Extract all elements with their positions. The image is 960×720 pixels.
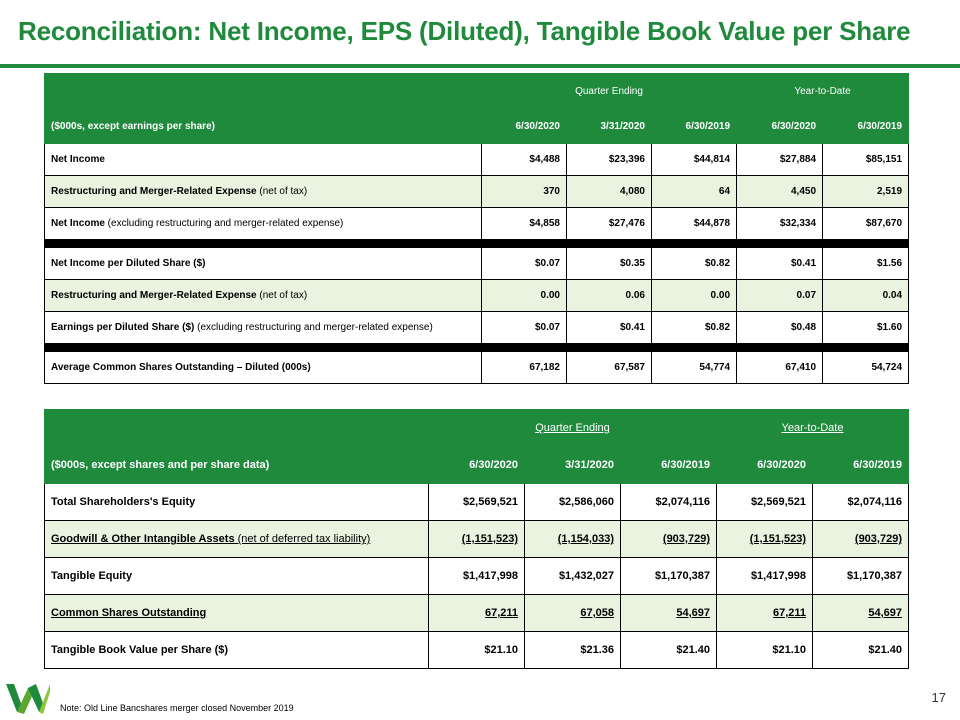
cell-value: 67,058 <box>525 595 621 632</box>
cell-value: $44,814 <box>652 144 737 176</box>
cell-value: 0.04 <box>823 280 909 312</box>
cell-value: 2,519 <box>823 176 909 208</box>
cell-value: 0.06 <box>567 280 652 312</box>
column-header: 6/30/2019 <box>652 109 737 144</box>
page-title: Reconciliation: Net Income, EPS (Diluted), Tangible Book Value per Share <box>18 16 911 46</box>
table-row <box>45 312 909 344</box>
cell-value: (1,151,523) <box>429 521 525 558</box>
cell-value: $21.40 <box>813 632 909 669</box>
column-header: 6/30/2020 <box>429 447 525 484</box>
row-label: Restructuring and Merger-Related Expense (net of tax) <box>45 280 482 312</box>
table-group-header-row <box>45 74 909 109</box>
table-row <box>45 595 909 632</box>
cell-value: 0.07 <box>737 280 823 312</box>
cell-value: 4,080 <box>567 176 652 208</box>
cell-value: $32,334 <box>737 208 823 240</box>
cell-value: $21.10 <box>429 632 525 669</box>
cell-value: 54,724 <box>823 352 909 384</box>
quarter-ending-header: Quarter Ending <box>482 74 737 109</box>
cell-value: 67,182 <box>482 352 567 384</box>
cell-value: $1,432,027 <box>525 558 621 595</box>
row-label: Tangible Equity <box>45 558 429 595</box>
table-row <box>45 521 909 558</box>
cell-value: $1.60 <box>823 312 909 344</box>
cell-value: $27,884 <box>737 144 823 176</box>
column-header: 6/30/2019 <box>813 447 909 484</box>
title-underline <box>0 64 960 68</box>
cell-value: $4,488 <box>482 144 567 176</box>
units-label: ($000s, except earnings per share) <box>45 109 482 144</box>
year-to-date-header: Year-to-Date <box>737 74 909 109</box>
cell-value: $0.48 <box>737 312 823 344</box>
row-label: Earnings per Diluted Share ($) (excluding restructuring and merger-related expense) <box>45 312 482 344</box>
footnote: Note: Old Line Bancshares merger closed November 2019 <box>60 703 294 713</box>
table-row <box>45 280 909 312</box>
cell-value: 370 <box>482 176 567 208</box>
row-label: Net Income <box>45 144 482 176</box>
row-label: Tangible Book Value per Share ($) <box>45 632 429 669</box>
cell-value: $85,151 <box>823 144 909 176</box>
cell-value: $1.56 <box>823 248 909 280</box>
column-header: 6/30/2020 <box>482 109 567 144</box>
section-divider <box>45 344 909 352</box>
cell-value: $0.41 <box>567 312 652 344</box>
cell-value: $2,074,116 <box>621 484 717 521</box>
cell-value: $2,569,521 <box>717 484 813 521</box>
column-header: 6/30/2020 <box>717 447 813 484</box>
cell-value: $44,878 <box>652 208 737 240</box>
cell-value: 0.00 <box>482 280 567 312</box>
income-eps-table <box>44 73 909 384</box>
cell-value: (1,154,033) <box>525 521 621 558</box>
cell-value: $27,476 <box>567 208 652 240</box>
column-header: 6/30/2020 <box>737 109 823 144</box>
cell-value: 0.00 <box>652 280 737 312</box>
cell-value: $4,858 <box>482 208 567 240</box>
cell-value: $1,170,387 <box>813 558 909 595</box>
row-label: Average Common Shares Outstanding – Diluted (000s) <box>45 352 482 384</box>
table-group-header-row <box>45 410 909 447</box>
cell-value: $23,396 <box>567 144 652 176</box>
table-row <box>45 484 909 521</box>
cell-value: 67,410 <box>737 352 823 384</box>
row-label: Common Shares Outstanding <box>45 595 429 632</box>
quarter-ending-header: Quarter Ending <box>429 410 717 447</box>
cell-value: 67,211 <box>429 595 525 632</box>
wsfs-logo-icon <box>6 680 50 714</box>
cell-value: $0.82 <box>652 248 737 280</box>
cell-value: (903,729) <box>621 521 717 558</box>
table-row <box>45 144 909 176</box>
row-label: Goodwill & Other Intangible Assets (net of deferred tax liability) <box>45 521 429 558</box>
row-label: Net Income per Diluted Share ($) <box>45 248 482 280</box>
cell-value: $1,170,387 <box>621 558 717 595</box>
table-column-header-row <box>45 447 909 484</box>
header-blank <box>45 74 482 109</box>
cell-value: $2,586,060 <box>525 484 621 521</box>
cell-value: 54,697 <box>621 595 717 632</box>
cell-value: 54,697 <box>813 595 909 632</box>
page-number: 17 <box>931 690 946 705</box>
cell-value: 4,450 <box>737 176 823 208</box>
table-row <box>45 352 909 384</box>
cell-value: $2,569,521 <box>429 484 525 521</box>
table-row <box>45 176 909 208</box>
cell-value: $21.36 <box>525 632 621 669</box>
units-label: ($000s, except shares and per share data) <box>45 447 429 484</box>
row-label: Net Income (excluding restructuring and merger-related expense) <box>45 208 482 240</box>
cell-value: $0.07 <box>482 248 567 280</box>
tangible-book-value-table <box>44 409 909 669</box>
table-row <box>45 558 909 595</box>
row-label: Restructuring and Merger-Related Expense (net of tax) <box>45 176 482 208</box>
cell-value: $21.10 <box>717 632 813 669</box>
column-header: 6/30/2019 <box>621 447 717 484</box>
cell-value: 67,587 <box>567 352 652 384</box>
table-row <box>45 248 909 280</box>
table-row <box>45 208 909 240</box>
cell-value: $1,417,998 <box>717 558 813 595</box>
cell-value: $21.40 <box>621 632 717 669</box>
column-header: 6/30/2019 <box>823 109 909 144</box>
cell-value: $2,074,116 <box>813 484 909 521</box>
cell-value: $0.35 <box>567 248 652 280</box>
cell-value: $0.41 <box>737 248 823 280</box>
table-column-header-row <box>45 109 909 144</box>
cell-value: 67,211 <box>717 595 813 632</box>
header-blank <box>45 410 429 447</box>
cell-value: $0.07 <box>482 312 567 344</box>
cell-value: (1,151,523) <box>717 521 813 558</box>
cell-value: 64 <box>652 176 737 208</box>
section-divider <box>45 240 909 248</box>
table-row <box>45 632 909 669</box>
row-label: Total Shareholders's Equity <box>45 484 429 521</box>
cell-value: $0.82 <box>652 312 737 344</box>
column-header: 3/31/2020 <box>525 447 621 484</box>
cell-value: 54,774 <box>652 352 737 384</box>
cell-value: (903,729) <box>813 521 909 558</box>
cell-value: $87,670 <box>823 208 909 240</box>
cell-value: $1,417,998 <box>429 558 525 595</box>
column-header: 3/31/2020 <box>567 109 652 144</box>
year-to-date-header: Year-to-Date <box>717 410 909 447</box>
